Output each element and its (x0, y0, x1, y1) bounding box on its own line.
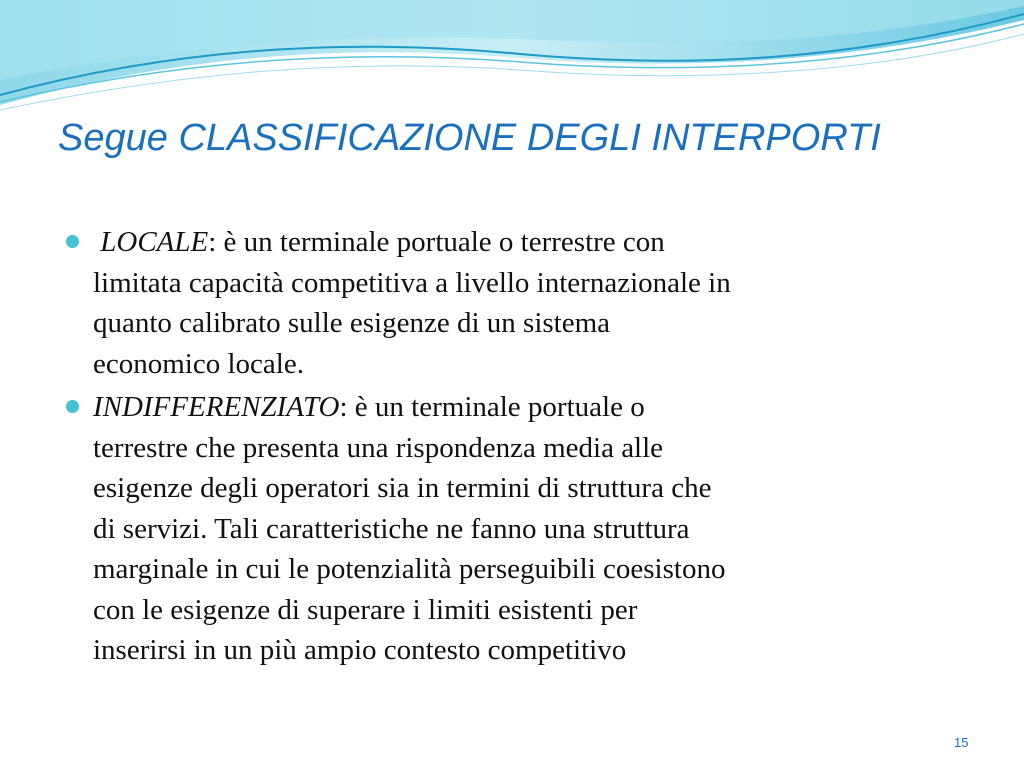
bullet-line: di servizi. Tali caratteristiche ne fanno una struttura (93, 512, 690, 545)
bullet-text (93, 226, 731, 380)
bullet-line: marginale in cui le potenzialità perseguibili coesistono (93, 553, 726, 585)
bullet-text (93, 391, 725, 666)
bullet-line: quanto calibrato sulle esigenze di un sistema (93, 307, 611, 339)
bullet-dot-icon (66, 400, 79, 413)
bullet-line: : è un terminale portuale o (339, 391, 645, 423)
header-wave-decoration (0, 0, 1024, 120)
bullet-item-indifferenziato (64, 387, 984, 671)
bullet-line: economico locale. (93, 347, 304, 380)
term-indifferenziato: INDIFFERENZIATO (93, 391, 340, 423)
term-locale: LOCALE (100, 226, 209, 258)
bullet-line: esigenze degli operatori sia in termini di struttura che (93, 472, 712, 504)
bullet-line: terrestre che presenta una rispondenza media alle (93, 431, 664, 464)
bullet-line: con le esigenze di superare i limiti esistenti per (93, 593, 638, 626)
bullet-line: limitata capacità competitiva a livello internazionale in (93, 266, 731, 299)
slide-title: Segue CLASSIFICAZIONE DEGLI INTERPORTI (58, 117, 881, 159)
bullet-dot-icon (66, 235, 79, 248)
bullet-list (64, 222, 984, 671)
bullet-item-locale (64, 222, 984, 384)
bullet-line: : è un terminale portuale o terrestre con (208, 226, 665, 258)
page-number: 15 (954, 735, 969, 750)
bullet-line: inserirsi in un più ampio contesto competitivo (93, 634, 627, 666)
